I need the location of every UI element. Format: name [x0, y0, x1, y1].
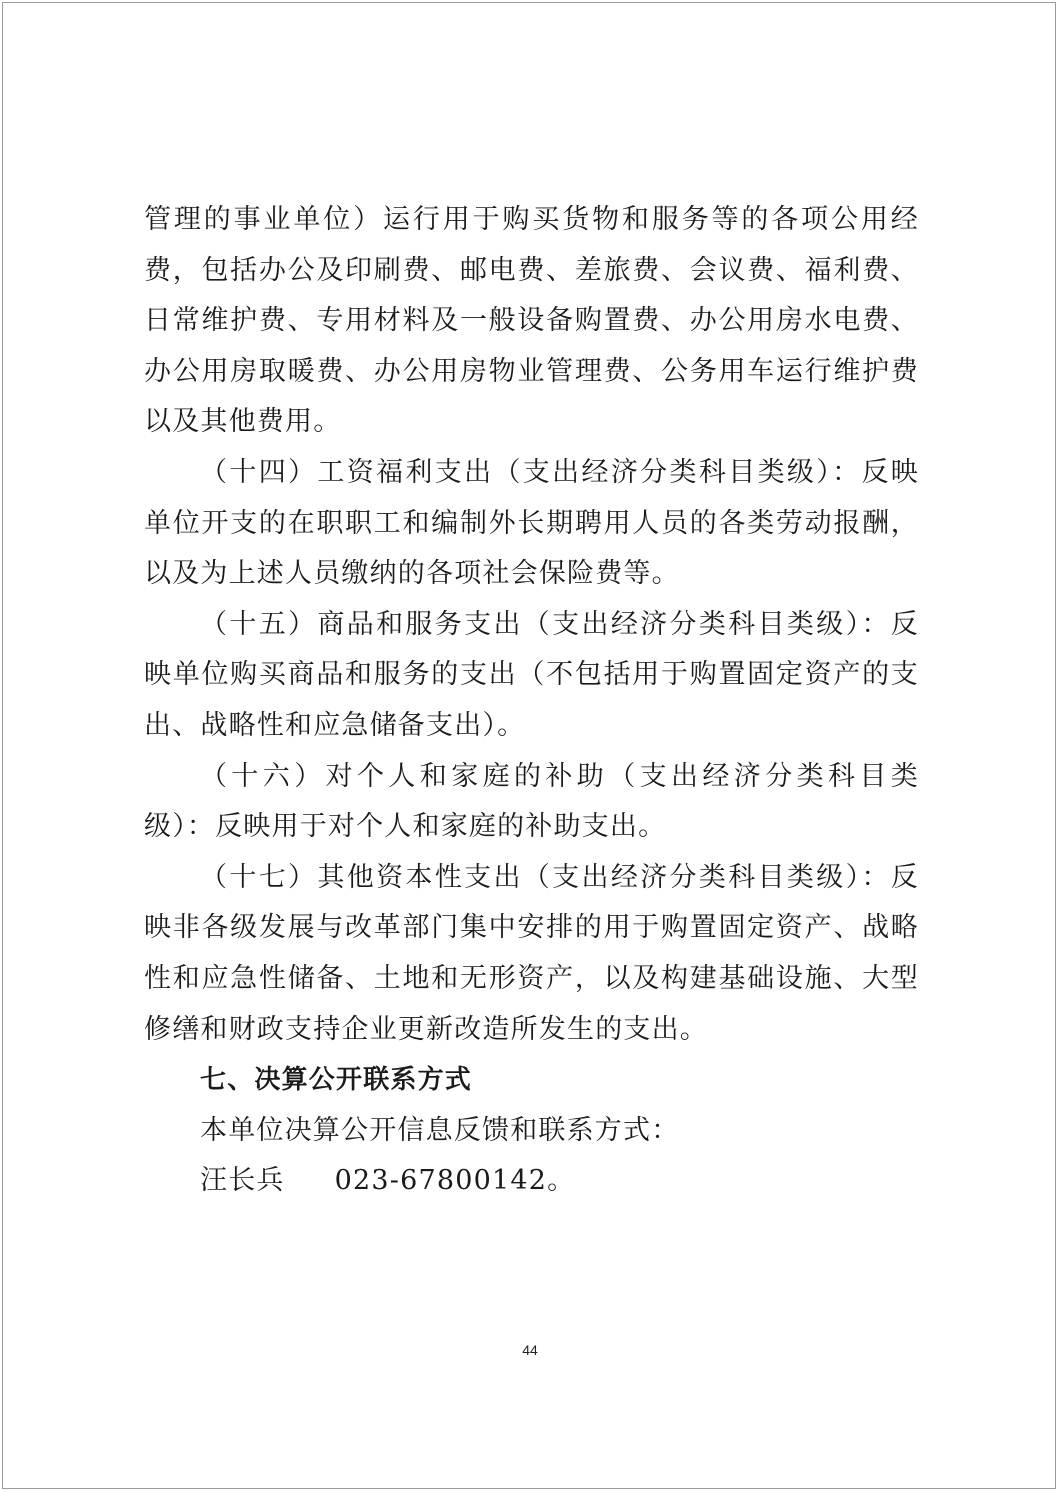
document-body [144, 195, 919, 1207]
paragraph-salary-welfare: （十四）工资福利支出（支出经济分类科目类级）：反映单位开支的在职职工和编制外长期聘用人员的各类劳动报酬，以及为上述人员缴纳的各项社会保险费等。 [144, 456, 919, 590]
section-heading: 七、决算公开联系方式 [200, 1065, 473, 1096]
contact-intro: 本单位决算公开信息反馈和联系方式： [200, 1114, 680, 1146]
paragraph-public-funds-continued: 管理的事业单位）运行用于购买货物和服务等的各项公用经费，包括办公及印刷费、邮电费、差旅费、会议费、福利费、日常维护费、专用材料及一般设备购置费、办公用房水电费、办公用房取暖费、办公用房物业管理费、公务用车运行维护费以及其他费用。 [144, 204, 919, 438]
paragraph-household-subsidy: （十六）对个人和家庭的补助（支出经济分类科目类级）：反映用于对个人和家庭的补助支出。 [144, 760, 919, 843]
paragraph-other-capital: （十七）其他资本性支出（支出经济分类科目类级）：反映非各级发展与改革部门集中安排的用于购置固定资产、战略性和应急性储备、土地和无形资产，以及构建基础设施、大型修缮和财政支持企业更新改造所发生的支出。 [144, 861, 919, 1045]
contact-name: 汪长兵 [200, 1165, 285, 1197]
page-number: 44 [522, 1342, 538, 1358]
contact-line [144, 1156, 919, 1207]
contact-phone: 023-67800142。 [334, 1165, 576, 1197]
paragraph-goods-services: （十五）商品和服务支出（支出经济分类科目类级）：反映单位购买商品和服务的支出（不包括用于购置固定资产的支出、战略性和应急储备支出）。 [144, 608, 919, 741]
